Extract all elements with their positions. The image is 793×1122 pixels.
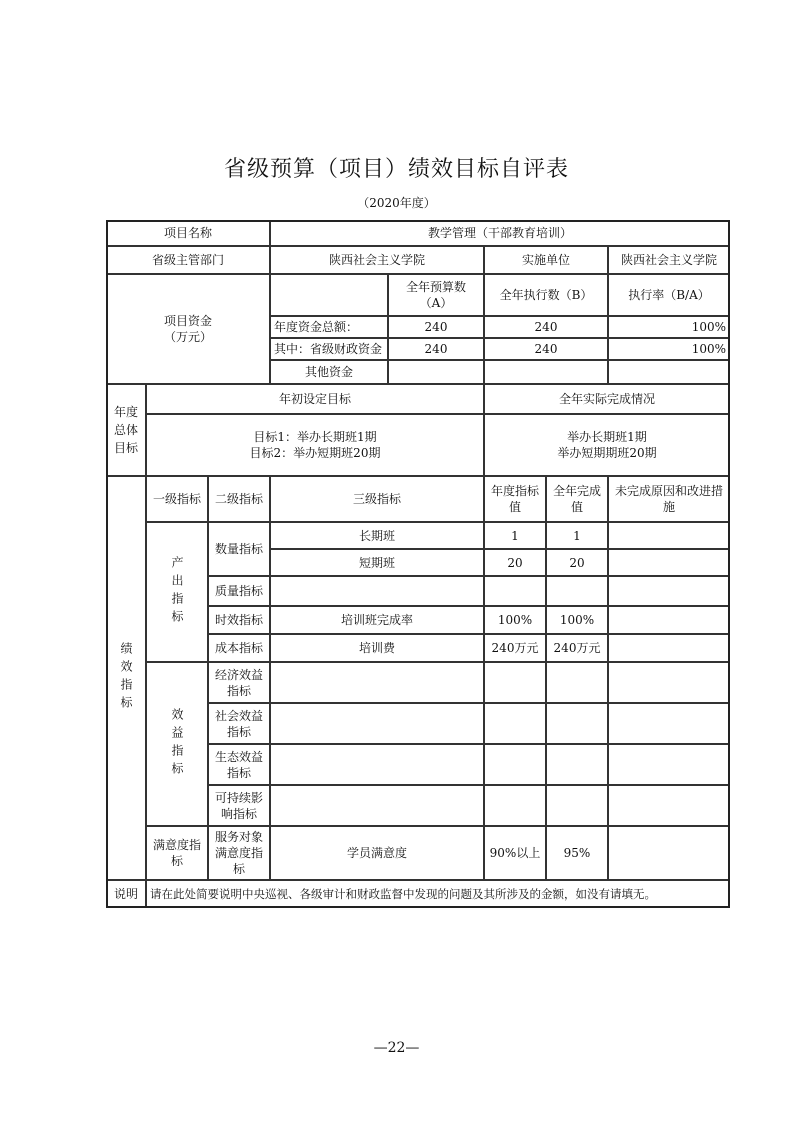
timeliness-item-reason [608, 606, 730, 634]
fund-row-rate [608, 360, 730, 384]
quality-indicator: 质量指标 [208, 576, 270, 606]
quality-item-target [484, 576, 546, 606]
page-number: —22— [373, 1040, 420, 1056]
satisfaction-item-actual: 95% [546, 826, 608, 880]
timeliness-item-name: 培训班完成率 [270, 606, 484, 634]
benefit-indicator: 社会效益 指标 [208, 703, 270, 744]
header-target: 年度指标 值 [484, 476, 546, 522]
perf-label [106, 476, 146, 880]
output-label-text: 产出指标 [170, 556, 184, 628]
benefit-item-reason [608, 785, 730, 826]
note-label: 说明 [106, 880, 146, 908]
impl-label: 实施单位 [484, 246, 608, 274]
benefit-item-target [484, 703, 546, 744]
fund-row-label: 年度资金总额： [270, 316, 388, 338]
benefit-item-reason [608, 703, 730, 744]
fund-row-label: 其中：省级财政资金 [270, 338, 388, 360]
fund-row-budget: 240 [388, 316, 484, 338]
evaluation-table [106, 220, 730, 908]
impl-value: 陕西社会主义学院 [608, 246, 730, 274]
quality-item-name [270, 576, 484, 606]
benefit-item-reason [608, 744, 730, 785]
cost-item-name: 培训费 [270, 634, 484, 662]
cost-item-target: 240万元 [484, 634, 546, 662]
cost-item-reason [608, 634, 730, 662]
quantity-item-target: 20 [484, 549, 546, 576]
fund-header-rate: 执行率（B/A） [608, 274, 730, 316]
fund-row-label: 其他资金 [270, 360, 388, 384]
cost-indicator: 成本指标 [208, 634, 270, 662]
dept-label: 省级主管部门 [106, 246, 270, 274]
fund-label: 项目资金 （万元） [106, 274, 270, 384]
header-reason: 未完成原因和改进措 施 [608, 476, 730, 522]
fund-row-exec: 240 [484, 316, 608, 338]
benefit-label [146, 662, 208, 826]
goal-set-header: 年初设定目标 [146, 384, 484, 414]
goal-set-text: 目标1：举办长期班1期 目标2：举办短期班20期 [146, 414, 484, 476]
benefit-item-actual [546, 703, 608, 744]
fund-row-budget: 240 [388, 338, 484, 360]
satisfaction-label: 满意度指 标 [146, 826, 208, 880]
perf-label-text: 绩效指标 [119, 642, 133, 714]
benefit-label-text: 效益指标 [170, 708, 184, 780]
timeliness-item-actual: 100% [546, 606, 608, 634]
satisfaction-item-target: 90%以上 [484, 826, 546, 880]
document-year: （2020年度） [357, 196, 436, 210]
satisfaction-sub: 服务对象 满意度指 标 [208, 826, 270, 880]
header-level3: 三级指标 [270, 476, 484, 522]
goal-label: 年度 总体 目标 [106, 384, 146, 476]
quantity-item-target: 1 [484, 522, 546, 549]
quantity-item-reason [608, 522, 730, 549]
quantity-item-name: 长期班 [270, 522, 484, 549]
benefit-item-actual [546, 744, 608, 785]
benefit-item-target [484, 744, 546, 785]
goal-done-text: 举办长期班1期 举办短期期班20期 [484, 414, 730, 476]
dept-value: 陕西社会主义学院 [270, 246, 484, 274]
goal-done-header: 全年实际完成情况 [484, 384, 730, 414]
fund-row-rate: 100% [608, 316, 730, 338]
quantity-item-actual: 1 [546, 522, 608, 549]
quantity-item-actual: 20 [546, 549, 608, 576]
benefit-item-target [484, 785, 546, 826]
timeliness-indicator: 时效指标 [208, 606, 270, 634]
satisfaction-item-reason [608, 826, 730, 880]
benefit-item-actual [546, 662, 608, 703]
quantity-item-name: 短期班 [270, 549, 484, 576]
note-text: 请在此处简要说明中央巡视、各级审计和财政监督中发现的问题及其所涉及的金额，如没有请填无。 [146, 880, 730, 908]
benefit-item-actual [546, 785, 608, 826]
benefit-item-name [270, 662, 484, 703]
satisfaction-item-name: 学员满意度 [270, 826, 484, 880]
fund-header-budget: 全年预算数 （A） [388, 274, 484, 316]
fund-row-exec [484, 360, 608, 384]
quality-item-reason [608, 576, 730, 606]
cost-item-actual: 240万元 [546, 634, 608, 662]
benefit-indicator: 可持续影 响指标 [208, 785, 270, 826]
fund-row-rate: 100% [608, 338, 730, 360]
timeliness-item-target: 100% [484, 606, 546, 634]
benefit-item-target [484, 662, 546, 703]
quantity-item-reason [608, 549, 730, 576]
benefit-indicator: 生态效益 指标 [208, 744, 270, 785]
fund-row-exec: 240 [484, 338, 608, 360]
header-level1: 一级指标 [146, 476, 208, 522]
project-name-label: 项目名称 [106, 220, 270, 246]
benefit-item-reason [608, 662, 730, 703]
quality-item-actual [546, 576, 608, 606]
fund-header-blank [270, 274, 388, 316]
header-level2: 二级指标 [208, 476, 270, 522]
project-name-value: 教学管理（干部教育培训） [270, 220, 730, 246]
benefit-item-name [270, 785, 484, 826]
fund-header-exec: 全年执行数（B） [484, 274, 608, 316]
benefit-item-name [270, 703, 484, 744]
quantity-indicator: 数量指标 [208, 522, 270, 576]
document-title: 省级预算（项目）绩效目标自评表 [223, 157, 569, 182]
benefit-indicator: 经济效益 指标 [208, 662, 270, 703]
fund-row-budget [388, 360, 484, 384]
output-label [146, 522, 208, 662]
header-actual: 全年完成 值 [546, 476, 608, 522]
benefit-item-name [270, 744, 484, 785]
